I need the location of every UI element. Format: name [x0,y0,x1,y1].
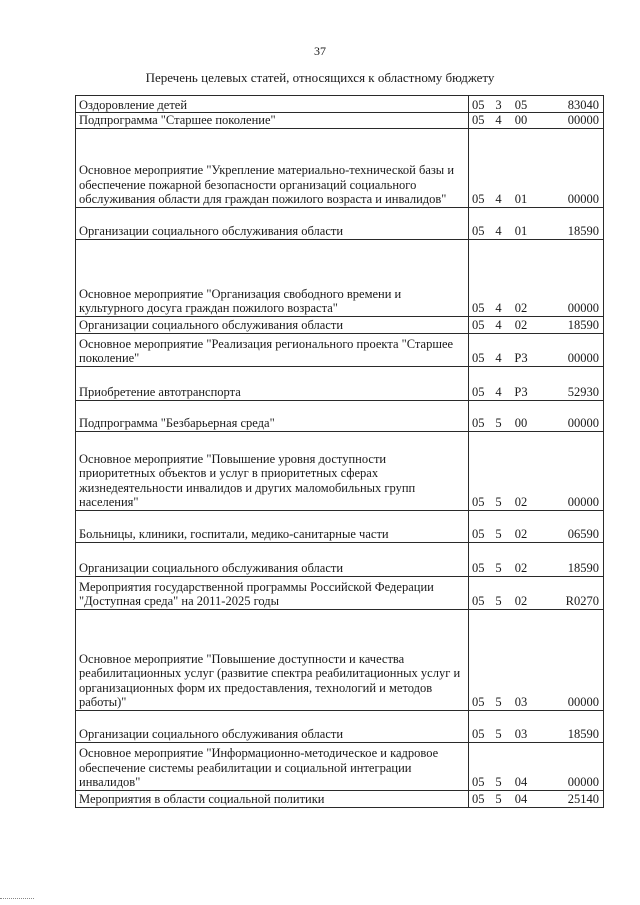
item-name: Приобретение автотранспорта [76,366,469,400]
table-row [76,510,604,542]
code-part-c3: 02 [514,561,528,575]
item-code [469,510,604,542]
code-part-c2: 4 [495,192,502,206]
scan-edge-mark [0,898,34,899]
code-part-c1: 05 [472,527,485,541]
code-part-c2: 5 [495,594,502,608]
code-part-c1: 05 [472,224,485,238]
code-part-c3: Р3 [514,351,528,365]
item-name: Основное мероприятие "Укрепление материально-технической базы и обеспечение пожарной безопасности организаций социального обслуживания области для граждан пожилого возраста и инвалидов" [76,128,469,207]
item-name: Организации социального обслуживания области [76,710,469,742]
item-name: Основное мероприятие "Информационно-методическое и кадровое обеспечение системы реабилитации и социальной интеграции инвалидов" [76,742,469,790]
code-part-c2: 5 [495,416,502,430]
code-part-c3: 01 [514,192,528,206]
code-part-c3: 04 [514,792,528,806]
table-row [76,128,604,207]
item-code [469,542,604,576]
table-row [76,239,604,316]
item-name: Мероприятия в области социальной политики [76,790,469,807]
code-part-c2: 5 [495,561,502,575]
code-part-c2: 4 [495,385,502,399]
code-part-c4: 00000 [567,695,599,709]
code-part-c4: 00000 [567,495,599,509]
code-part-c3: 03 [514,695,528,709]
code-part-c3: 04 [514,775,528,789]
item-code [469,333,604,366]
code-part-c3: 05 [514,97,528,112]
table-row [76,431,604,510]
code-part-c4: 25140 [567,792,599,806]
code-part-c2: 4 [495,224,502,238]
code-part-c4: 83040 [567,97,599,112]
item-name: Организации социального обслуживания области [76,316,469,333]
code-part-c4: 18590 [567,318,599,332]
code-part-c1: 05 [472,416,485,430]
item-code [469,96,604,113]
code-part-c1: 05 [472,695,485,709]
code-part-c1: 05 [472,301,485,315]
page-number: 37 [314,44,326,58]
item-name: Основное мероприятие "Реализация регионального проекта "Старшее поколение" [76,333,469,366]
code-part-c3: 01 [514,224,528,238]
item-name: Оздоровление детей [76,96,469,113]
table-row [76,742,604,790]
code-part-c3: 02 [514,495,528,509]
code-part-c1: 05 [472,495,485,509]
budget-items-table [75,95,604,808]
item-code [469,128,604,207]
item-name: Больницы, клиники, госпитали, медико-санитарные части [76,510,469,542]
code-part-c3: 03 [514,727,528,741]
document-title: Перечень целевых статей, относящихся к областному бюджету [145,70,495,85]
code-part-c4: 06590 [567,527,599,541]
code-part-c3: 02 [514,527,528,541]
code-part-c1: 05 [472,775,485,789]
budget-items-table-body [76,96,604,808]
item-code [469,609,604,710]
code-part-c4: 00000 [567,113,599,127]
code-part-c3: 02 [514,594,528,608]
table-row [76,96,604,113]
code-part-c3: 02 [514,318,528,332]
item-code [469,710,604,742]
code-part-c2: 3 [495,97,502,112]
code-part-c2: 4 [495,318,502,332]
code-part-c2: 5 [495,527,502,541]
code-part-c4: 00000 [567,351,599,365]
table-row [76,542,604,576]
code-part-c1: 05 [472,594,485,608]
item-name: Основное мероприятие "Повышение доступности и качества реабилитационных услуг (развитие спектра реабилитационных услуг и организационных форм их предоставления, технологий и методов работы)" [76,609,469,710]
code-part-c4: 00000 [567,416,599,430]
code-part-c2: 5 [495,727,502,741]
item-code [469,790,604,807]
table-row [76,609,604,710]
code-part-c1: 05 [472,351,485,365]
table-row [76,790,604,807]
item-code [469,742,604,790]
code-part-c4: R0270 [565,594,599,608]
table-row [76,710,604,742]
code-part-c1: 05 [472,113,485,127]
item-code [469,576,604,609]
item-name: Организации социального обслуживания области [76,542,469,576]
item-code [469,366,604,400]
table-row [76,400,604,431]
item-name: Мероприятия государственной программы Российской Федерации "Доступная среда" на 2011-2025 годы [76,576,469,609]
table-row [76,333,604,366]
code-part-c2: 5 [495,695,502,709]
table-row [76,366,604,400]
code-part-c4: 18590 [567,561,599,575]
table-row [76,576,604,609]
code-part-c4: 00000 [567,775,599,789]
item-code [469,400,604,431]
code-part-c1: 05 [472,318,485,332]
item-code [469,207,604,239]
table-row [76,207,604,239]
item-code [469,113,604,129]
code-part-c2: 4 [495,113,502,127]
item-name: Основное мероприятие "Организация свободного времени и культурного досуга граждан пожилого возраста" [76,239,469,316]
code-part-c2: 5 [495,495,502,509]
code-part-c2: 5 [495,792,502,806]
code-part-c4: 18590 [567,727,599,741]
code-part-c1: 05 [472,192,485,206]
item-name: Организации социального обслуживания области [76,207,469,239]
code-part-c4: 00000 [567,192,599,206]
code-part-c3: 02 [514,301,528,315]
item-name: Основное мероприятие "Повышение уровня доступности приоритетных объектов и услуг в приоритетных сферах жизнедеятельности инвалидов и других маломобильных групп населения" [76,431,469,510]
code-part-c1: 05 [472,561,485,575]
code-part-c4: 18590 [567,224,599,238]
item-name: Подпрограмма "Безбарьерная среда" [76,400,469,431]
code-part-c1: 05 [472,385,485,399]
item-name: Подпрограмма "Старшее поколение" [76,113,469,129]
code-part-c2: 5 [495,775,502,789]
table-row [76,113,604,129]
code-part-c1: 05 [472,97,485,112]
item-code [469,239,604,316]
code-part-c3: 00 [514,416,528,430]
code-part-c1: 05 [472,727,485,741]
item-code [469,431,604,510]
item-code [469,316,604,333]
code-part-c4: 52930 [567,385,599,399]
code-part-c1: 05 [472,792,485,806]
code-part-c2: 4 [495,301,502,315]
code-part-c2: 4 [495,351,502,365]
code-part-c3: 00 [514,113,528,127]
table-row [76,316,604,333]
code-part-c4: 00000 [567,301,599,315]
code-part-c3: Р3 [514,385,528,399]
